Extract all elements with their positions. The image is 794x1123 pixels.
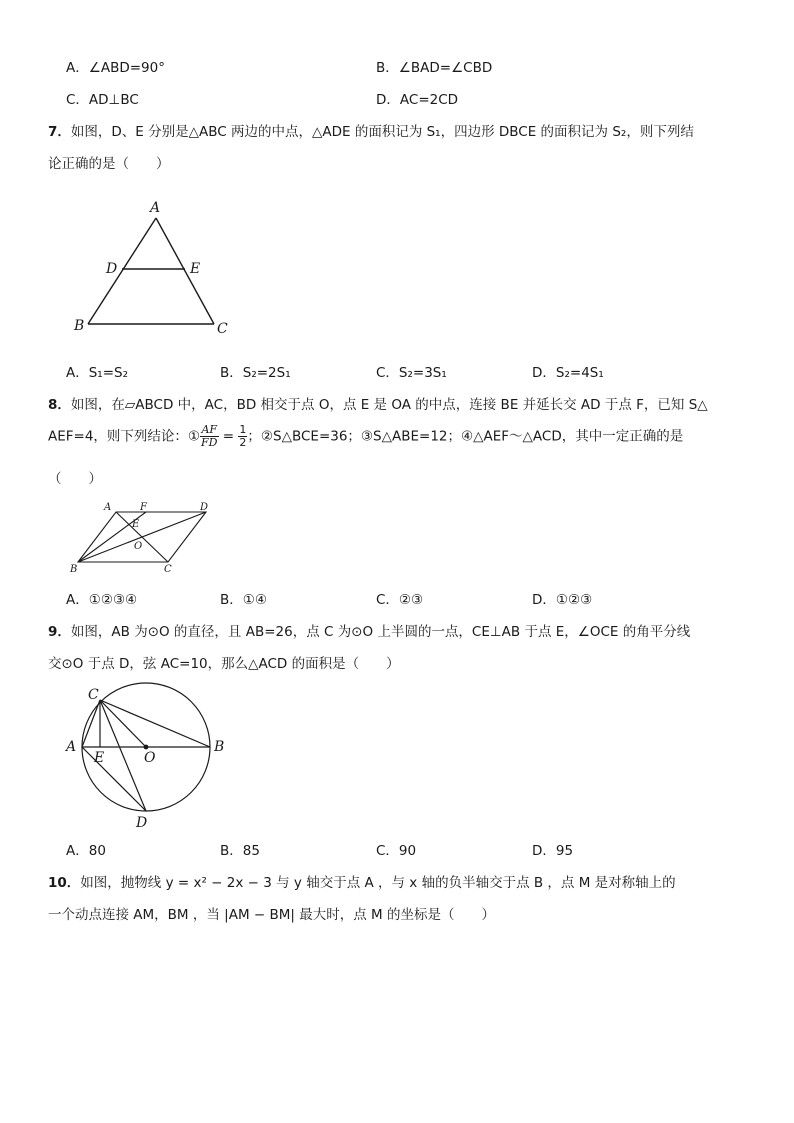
q7-option-a: A．S₁=S₂ xyxy=(66,365,129,381)
q9-circle-figure xyxy=(62,684,242,832)
q8-label-b: B xyxy=(70,564,78,575)
q9-center-dot xyxy=(144,745,149,750)
q9-label-e: E xyxy=(94,750,105,766)
q6-option-d: D．AC=2CD xyxy=(376,92,459,108)
q8-label-c: C xyxy=(164,564,172,575)
q10-stem-line1 xyxy=(48,871,676,891)
q7-stem-text1: 如图，D、E 分别是△ABC 两边的中点，△ADE 的面积记为 S₁，四边形 DBCE 的面积记为 S₂，则下列结 xyxy=(70,124,694,140)
q8-label-f: F xyxy=(140,502,147,513)
q9-stem-line1 xyxy=(48,620,690,640)
q9-stem-line2: 交⊙O 于点 D，弦 AC=10，那么△ACD 的面积是（ ） xyxy=(48,656,400,672)
q9-option-c: C．90 xyxy=(376,843,417,859)
q7-option-c: C．S₂=3S₁ xyxy=(376,365,447,381)
q9-label-c: C xyxy=(88,687,99,703)
q8-label-a: A xyxy=(104,502,112,513)
q8-equals: = xyxy=(218,428,239,445)
q7-label-e: E xyxy=(190,261,201,277)
q8-stem-suffix: ；②S△BCE=36；③S△ABE=12；④△AEF～△ACD，其中一定正确的是 xyxy=(247,428,684,445)
q6-option-b: B．∠BAD=∠CBD xyxy=(376,60,493,76)
q8-option-d: D．①②③ xyxy=(532,592,593,608)
q7-label-c: C xyxy=(217,321,228,337)
q8-fraction-one-half: $\frac{1}{2}$ xyxy=(239,423,247,449)
q7-label-b: B xyxy=(74,318,85,334)
q10-stem-text1: 如图，抛物线 y = x² − 2x − 3 与 y 轴交于点 A ，与 x 轴的负半轴交于点 B ，点 M 是对称轴上的 xyxy=(80,875,676,891)
q8-label-o: O xyxy=(134,541,143,552)
q9-number: 9． xyxy=(48,624,71,640)
q8-option-b: B．①④ xyxy=(220,592,267,608)
q9-option-a: A．80 xyxy=(66,843,106,859)
q9-stem-text1: 如图，AB 为⊙O 的直径，且 AB=26，点 C 为⊙O 上半圆的一点，CE⊥AB 于点 E，∠OCE 的角平分线 xyxy=(70,624,691,640)
q8-number: 8． xyxy=(48,397,71,413)
q7-number: 7． xyxy=(48,124,71,140)
q7-label-d: D xyxy=(106,261,118,277)
q9-label-o: O xyxy=(144,750,156,766)
q7-option-d: D．S₂=4S₁ xyxy=(532,365,604,381)
q6-option-c: C．AD⊥BC xyxy=(66,92,139,108)
q10-stem-line2: 一个动点连接 AM，BM ，当 |AM − BM| 最大时，点 M 的坐标是（ ） xyxy=(48,907,495,923)
q7-stem-line1 xyxy=(48,120,694,140)
q7-option-b: B．S₂=2S₁ xyxy=(220,365,291,381)
q8-label-e: E xyxy=(132,519,140,530)
q7-side-ab xyxy=(88,218,156,324)
q9-label-d: D xyxy=(136,815,148,831)
q7-stem-line2: 论正确的是（ ） xyxy=(48,156,170,172)
q8-option-c: C．②③ xyxy=(376,592,424,608)
q9-label-a: A xyxy=(66,739,77,755)
q8-option-a: A．①②③④ xyxy=(66,592,138,608)
q8-stem-line2 xyxy=(48,424,683,449)
q9-option-b: B．85 xyxy=(220,843,260,859)
q9-chord-ad xyxy=(82,747,146,811)
q6-option-a: A．∠ABD=90° xyxy=(66,60,165,76)
q8-stem-line3: （ ） xyxy=(48,471,102,487)
q9-option-d: D．95 xyxy=(532,843,574,859)
q8-stem-prefix: AEF=4，则下列结论：① xyxy=(48,428,201,445)
q9-segment-co xyxy=(100,700,146,747)
q8-label-d: D xyxy=(200,502,209,513)
q9-label-b: B xyxy=(214,739,225,755)
q8-parallelogram-figure xyxy=(66,498,226,578)
q10-number: 10． xyxy=(48,875,81,891)
q8-fraction-af-fd: $\frac{AF}{FD}$ xyxy=(201,423,218,449)
q8-stem-line1 xyxy=(48,393,708,413)
q7-side-ac xyxy=(156,218,214,324)
q7-label-a: A xyxy=(150,200,161,216)
q9-chord-ac xyxy=(82,700,100,747)
q7-triangle-figure xyxy=(70,198,240,344)
q8-stem-text1: 如图，在▱ABCD 中，AC，BD 相交于点 O，点 E 是 OA 的中点，连接 BE 并延长交 AD 于点 F，已知 S△ xyxy=(70,397,708,413)
